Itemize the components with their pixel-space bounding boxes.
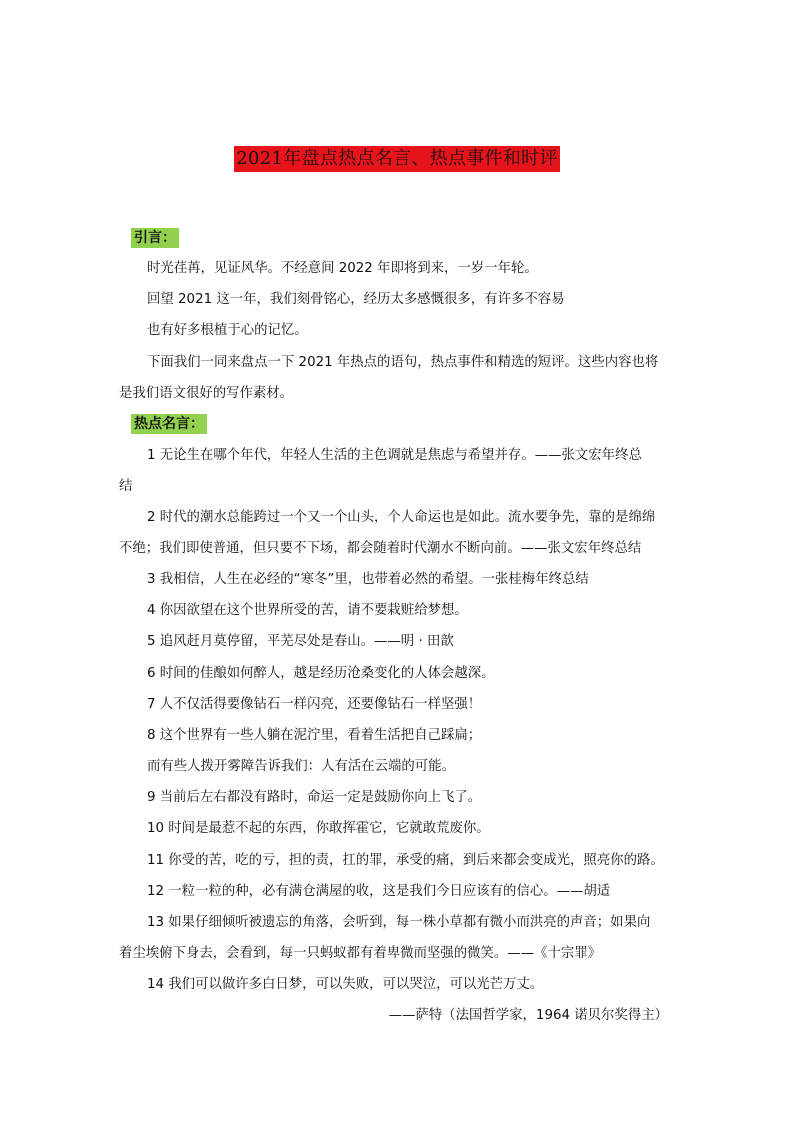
quote-line-9: 7 人不仅活得要像钻石一样闪亮，还要像钻石一样坚强！ — [147, 697, 482, 712]
intro-line-1: 时光荏苒，见证风华。不经意间 2022 年即将到来，一岁一年轮。 — [147, 261, 538, 276]
quote-line-4: 不绝；我们即使普通，但只要不下场，都会随着时代潮水不断向前。——张文宏年终总结 — [119, 541, 642, 556]
quotes-label: 热点名言： — [131, 414, 207, 434]
quote-line-2: 结 — [119, 479, 133, 494]
quote-attribution: ——萨特（法国哲学家，1964 诺贝尔奖得主） — [388, 1008, 668, 1023]
quote-line-16: 13 如果仔细倾听被遗忘的角落，会听到，每一株小草都有微小而洪亮的声音；如果向 — [147, 915, 651, 930]
intro-line-5: 是我们语文很好的写作素材。 — [119, 386, 294, 401]
quote-line-6: 4 你因欲望在这个世界所受的苦，请不要栽赃给梦想。 — [147, 603, 468, 618]
quote-line-5: 3 我相信，人生在必经的“寒冬”里，也带着必然的希望。一张桂梅年终总结 — [147, 572, 589, 587]
quote-line-15: 12 一粒一粒的种，必有满仓满屋的收，这是我们今日应该有的信心。——胡适 — [147, 884, 611, 899]
quote-line-8: 6 时间的佳酿如何醉人，越是经历沧桑变化的人体会越深。 — [147, 666, 495, 681]
quote-line-18: 14 我们可以做许多白日梦，可以失败，可以哭泣，可以光芒万丈。 — [147, 977, 544, 992]
quote-line-11: 而有些人拨开雾障告诉我们：人有活在云端的可能。 — [147, 759, 455, 774]
title-wrap — [0, 146, 794, 172]
intro-line-4: 下面我们一同来盘点一下 2021 年热点的语句，热点事件和精选的短评。这些内容也将 — [147, 355, 659, 370]
quote-line-14: 11 你受的苦，吃的亏，担的责，扛的罪，承受的痛，到后来都会变成光，照亮你的路。 — [147, 853, 664, 868]
quote-line-17: 着尘埃俯下身去，会看到，每一只蚂蚁都有着卑微而坚强的微笑。——《十宗罪》 — [119, 946, 602, 961]
document-title: 2021年盘点热点名言、热点事件和时评 — [234, 146, 560, 172]
quote-line-1: 1 无论生在哪个年代，年轻人生活的主色调就是焦虑与希望并存。——张文宏年终总 — [147, 448, 642, 463]
quote-line-10: 8 这个世界有一些人躺在泥泞里，看着生活把自己踩扁； — [147, 728, 482, 743]
intro-label: 引言： — [131, 228, 179, 248]
intro-line-2: 回望 2021 这一年，我们刻骨铭心，经历太多感慨很多，有许多不容易 — [147, 292, 565, 307]
quote-line-3: 2 时代的潮水总能跨过一个又一个山头，个人命运也是如此。流水要争先，靠的是绵绵 — [147, 510, 656, 525]
intro-line-3: 也有好多根植于心的记忆。 — [147, 323, 308, 338]
quote-line-7: 5 追风赶月莫停留，平芜尽处是春山。——明 · 田歆 — [147, 634, 454, 649]
quote-line-13: 10 时间是最惹不起的东西，你敢挥霍它，它就敢荒废你。 — [147, 821, 490, 836]
quote-line-12: 9 当前后左右都没有路时，命运一定是鼓励你向上飞了。 — [147, 790, 482, 805]
